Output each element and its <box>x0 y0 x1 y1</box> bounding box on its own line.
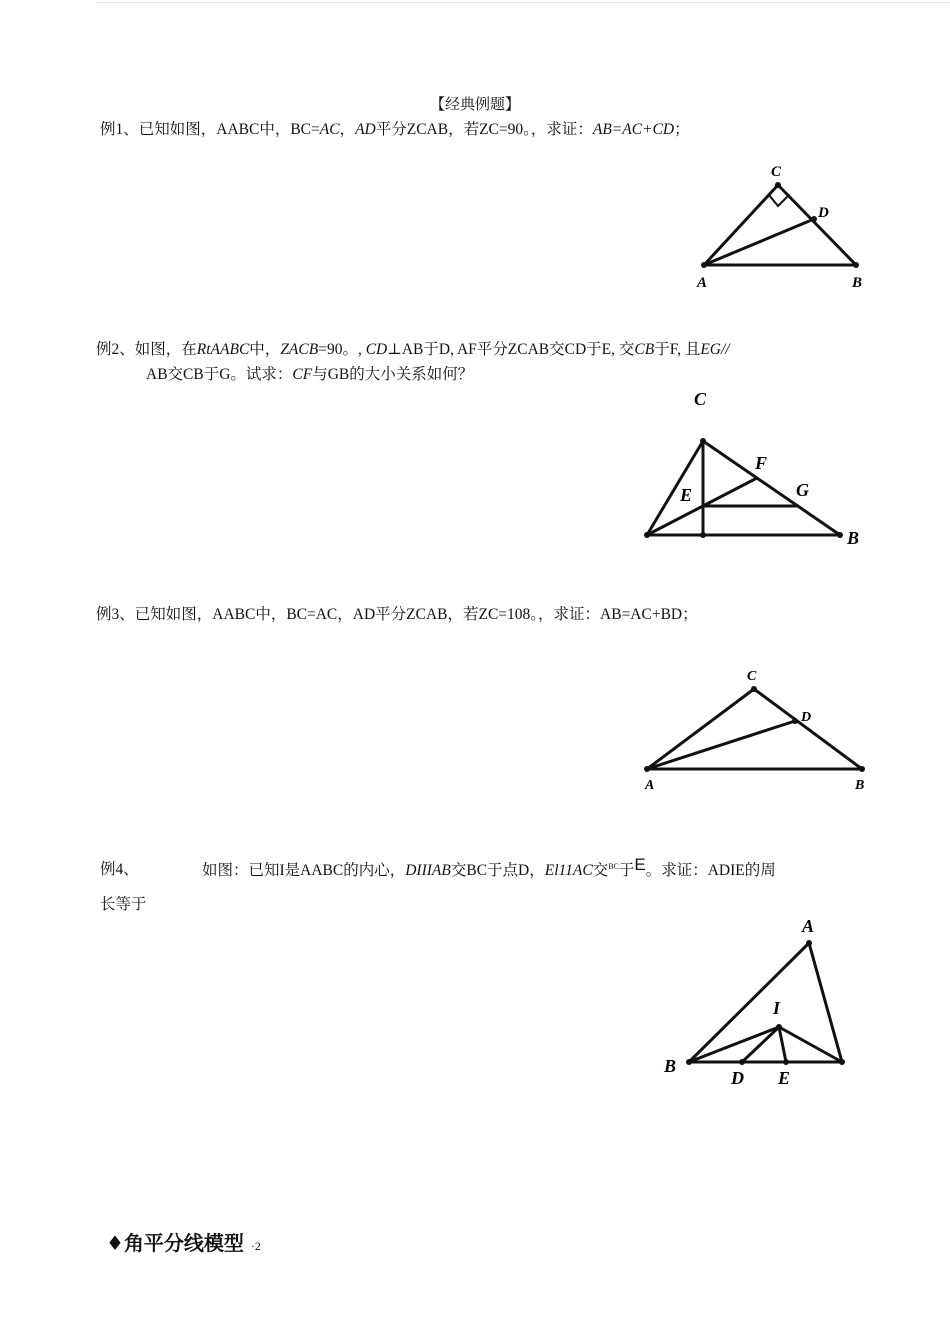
label-d: D <box>731 1068 744 1088</box>
example-4-figure <box>655 910 865 1090</box>
example-2-figure <box>635 385 875 555</box>
section-title: 【经典例题】 <box>429 97 520 113</box>
label-e: E <box>680 485 693 505</box>
label-a: A <box>802 916 815 936</box>
example-3-text: 例3、已知如图，AABC中，BC=AC，AD平分ZCAB，若ZC=108。，求证：AB=AC+BD； <box>96 606 698 623</box>
example-1-text: 例1、已知如图，AABC中，BC=AC，AD平分ZCAB，若ZC=90。，求证：AB=AC+CD； <box>100 121 690 138</box>
example-1-figure <box>680 155 880 300</box>
label-c: C <box>747 669 757 684</box>
section-heading: ♦角平分线模型 ·2 <box>106 1231 261 1255</box>
label-f: F <box>755 453 768 473</box>
label-d: D <box>818 205 829 221</box>
label-b: B <box>852 275 863 291</box>
label-b: B <box>855 778 865 793</box>
label-a: A <box>645 778 655 793</box>
label-b: B <box>847 528 860 548</box>
label-c: C <box>694 389 707 409</box>
label-e: E <box>778 1068 791 1088</box>
top-rule <box>96 2 950 3</box>
example-4-number: 例4、 <box>100 861 139 878</box>
example-2-text-line-1: 例2、如图，在RtAABC中，ZACB=90。, CD⊥AB于D, AF平分ZCAB交CD于E, 交CB于F, 且EG// <box>96 341 730 358</box>
label-c: C <box>771 164 782 180</box>
label-a: A <box>697 275 708 291</box>
label-i: I <box>773 998 781 1018</box>
example-3-figure <box>635 663 875 798</box>
example-2-text-line-2: AB交CB于G。试求：CF与GB的大小关系如何？ <box>146 366 474 383</box>
label-d: D <box>801 710 812 725</box>
example-4-text-cont: 长等于 <box>100 896 147 913</box>
label-b: B <box>664 1056 677 1076</box>
diamond-bullet-icon: ♦ <box>106 1231 124 1255</box>
label-g: G <box>796 480 809 500</box>
example-4-text: 如图：已知I是AABC的内心，DIIIAB交BC于点D，El11AC交$^{BC}$于E。求证：ADIE的周 <box>202 855 776 879</box>
